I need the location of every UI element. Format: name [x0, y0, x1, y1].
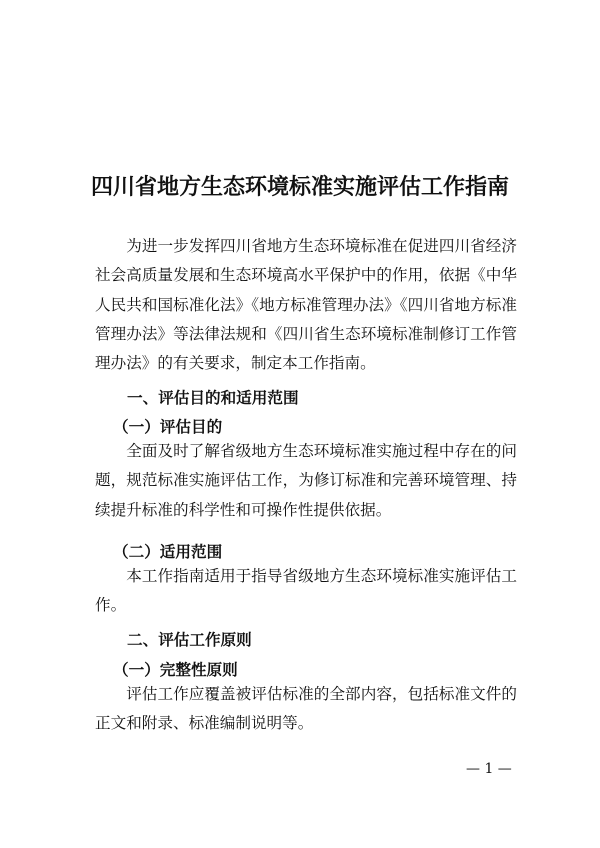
paragraph-1-2: 本工作指南适用于指导省级地方生态环境标准实施评估工作。: [95, 567, 517, 615]
section-heading-1: 一、评估目的和适用范围: [127, 388, 299, 407]
section-heading-2: 二、评估工作原则: [127, 630, 252, 649]
intro-paragraph: 为进一步发挥四川省地方生态环境标准在促进四川省经济社会高质量发展和生态环境高水平保护中的作用，依据《中华人民共和国标准化法》《地方标准管理办法》《四川省地方标准管理办法》等法律法规和《四川省生态环境标准制修订工作管理办法》的有关要求，制定本工作指南。: [95, 237, 517, 373]
subsection-heading-1-1: （一）评估目的: [113, 417, 223, 436]
subsection-heading-2-1: （一）完整性原则: [113, 660, 238, 679]
paragraph-1-1: 全面及时了解省级地方生态环境标准实施过程中存在的问题，规范标准实施评估工作，为修订标准和完善环境管理、持续提升标准的科学性和可操作性提供依据。: [95, 442, 517, 519]
page-number: — 1 —: [466, 761, 512, 777]
paragraph-2-1: 评估工作应覆盖被评估标准的全部内容，包括标准文件的正文和附录、标准编制说明等。: [95, 685, 517, 733]
document-title: 四川省地方生态环境标准实施评估工作指南: [90, 174, 509, 200]
subsection-heading-1-2: （二）适用范围: [113, 542, 223, 561]
